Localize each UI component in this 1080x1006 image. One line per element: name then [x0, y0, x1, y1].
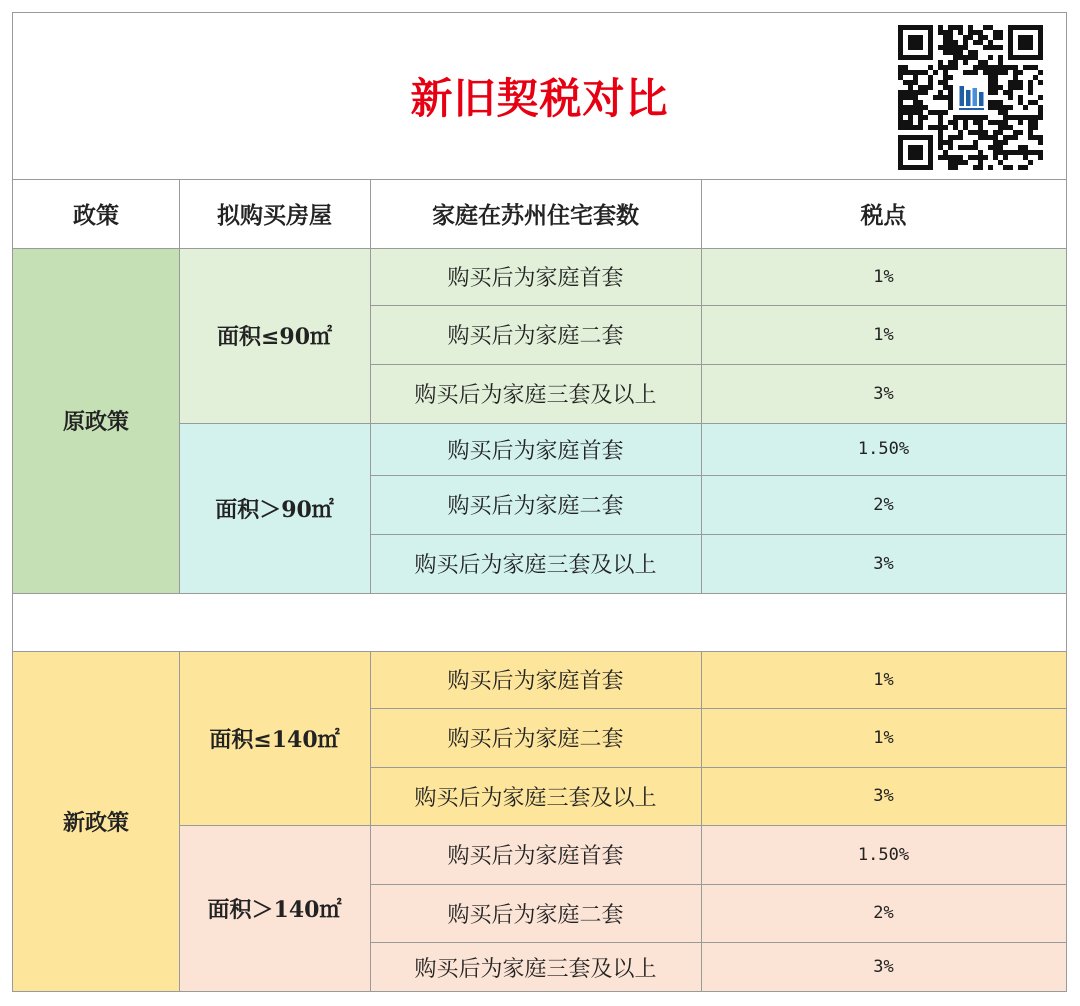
old-small-row-3-rate: 3%	[701, 364, 1066, 423]
old-large-row-1-rate: 1.50%	[701, 423, 1066, 475]
old-small-row-2-count: 购买后为家庭二套	[370, 305, 701, 364]
grid-line	[370, 708, 1066, 709]
new-large-row-3-rate: 3%	[701, 942, 1066, 992]
grid-line	[370, 884, 1066, 885]
new-small-row-3-count: 购买后为家庭三套及以上	[370, 767, 701, 825]
header-household-count: 家庭在苏州住宅套数	[432, 202, 639, 229]
grid-line	[370, 179, 371, 593]
grid-line	[179, 179, 180, 593]
grid-line	[370, 475, 1066, 476]
qr-code-icon	[898, 25, 1043, 170]
grid-line	[370, 942, 1066, 943]
page-title: 新旧契税对比	[410, 74, 669, 123]
old-area-small: 面积≤90㎡	[179, 248, 370, 423]
old-area-large: 面积＞90㎡	[179, 423, 370, 593]
old-large-row-2-rate: 2%	[701, 475, 1066, 534]
grid-line	[13, 651, 1066, 652]
new-large-row-3-count: 购买后为家庭三套及以上	[370, 942, 701, 992]
spacer-row	[13, 593, 1066, 651]
new-small-row-2-rate: 1%	[701, 708, 1066, 767]
grid-line	[179, 651, 180, 992]
grid-line	[370, 364, 1066, 365]
new-large-row-1-rate: 1.50%	[701, 825, 1066, 884]
grid-line	[179, 423, 1066, 424]
grid-line	[370, 651, 371, 992]
new-large-row-2-rate: 2%	[701, 884, 1066, 942]
old-large-row-2-count: 购买后为家庭二套	[370, 475, 701, 534]
old-small-row-3-count: 购买后为家庭三套及以上	[370, 364, 701, 423]
old-small-row-2-rate: 1%	[701, 305, 1066, 364]
new-small-row-1-rate: 1%	[701, 651, 1066, 708]
old-small-row-1-count: 购买后为家庭首套	[370, 248, 701, 305]
header-house: 拟购买房屋	[217, 202, 332, 229]
new-area-large: 面积＞140㎡	[179, 825, 370, 992]
new-small-row-2-count: 购买后为家庭二套	[370, 708, 701, 767]
new-policy-label: 新政策	[13, 651, 179, 992]
grid-line	[370, 767, 1066, 768]
new-small-row-1-count: 购买后为家庭首套	[370, 651, 701, 708]
grid-line	[179, 825, 1066, 826]
old-large-row-1-count: 购买后为家庭首套	[370, 423, 701, 475]
header-tax-rate: 税点	[860, 202, 907, 229]
old-policy-label: 原政策	[13, 248, 179, 593]
new-area-small: 面积≤140㎡	[179, 651, 370, 825]
old-large-row-3-count: 购买后为家庭三套及以上	[370, 534, 701, 593]
old-large-row-3-rate: 3%	[701, 534, 1066, 593]
grid-line	[701, 651, 702, 992]
new-large-row-1-count: 购买后为家庭首套	[370, 825, 701, 884]
new-large-row-2-count: 购买后为家庭二套	[370, 884, 701, 942]
tax-comparison-table	[12, 12, 1067, 992]
grid-line	[13, 248, 1066, 249]
grid-line	[701, 179, 702, 593]
grid-line	[13, 179, 1066, 180]
grid-line	[13, 593, 1066, 594]
grid-line	[370, 305, 1066, 306]
new-small-row-3-rate: 3%	[701, 767, 1066, 825]
grid-line	[370, 534, 1066, 535]
header-policy: 政策	[73, 202, 119, 229]
old-small-row-1-rate: 1%	[701, 248, 1066, 305]
